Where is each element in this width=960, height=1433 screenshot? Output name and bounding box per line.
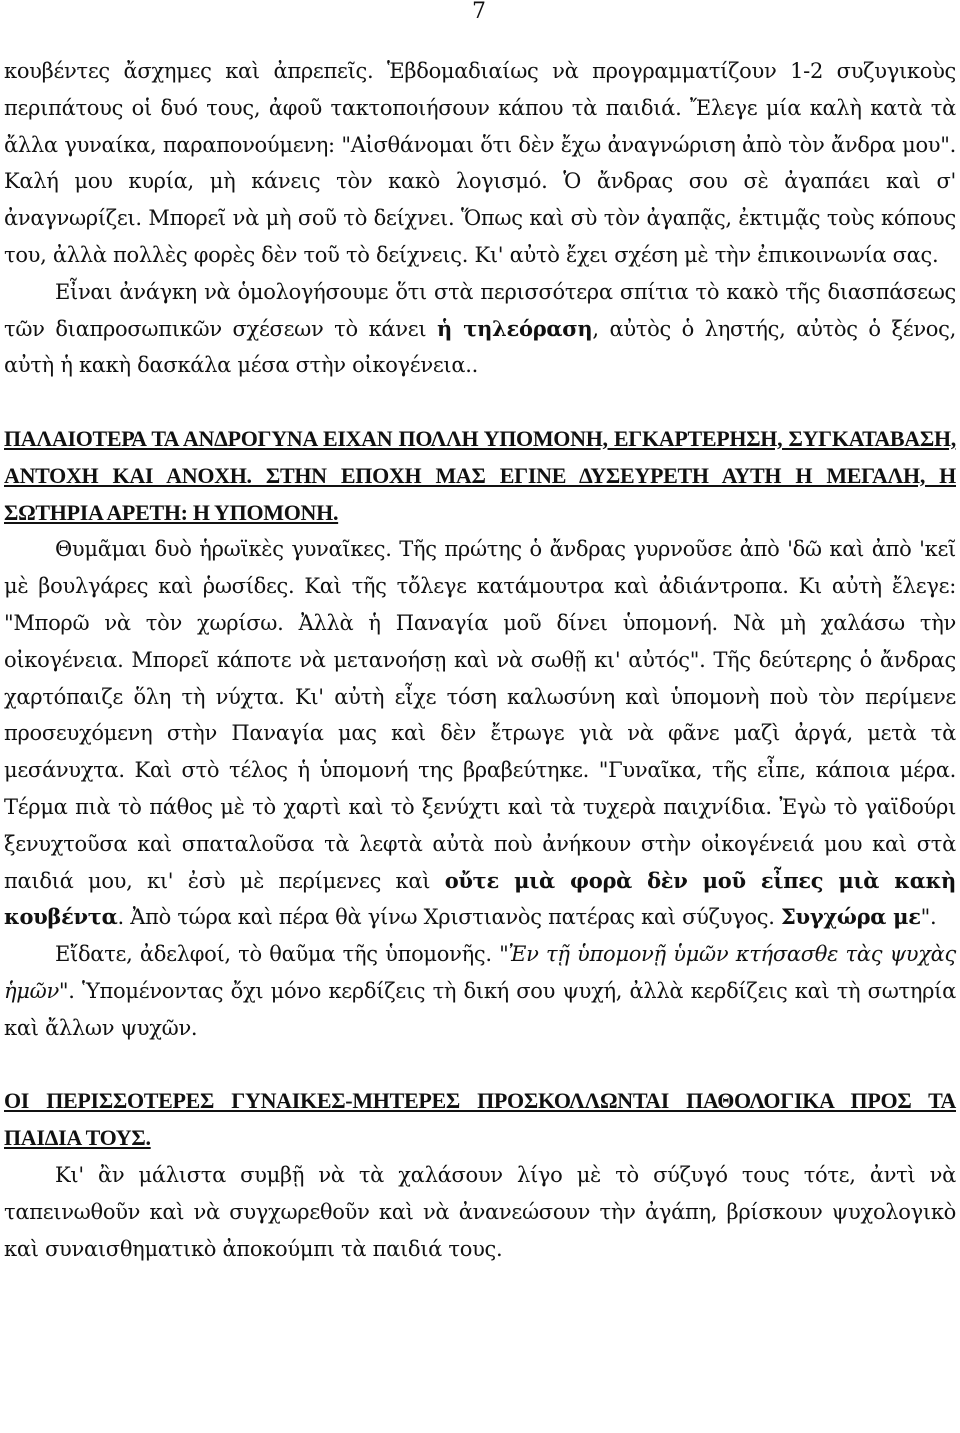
bold-phrase-forgive-me: Συγχώρα με: [781, 904, 921, 930]
paragraph-text: . Ἀπὸ τώρα καὶ πέρα θὰ γίνω Χριστιανὸς πατέρας καὶ σύζυγος.: [117, 905, 781, 930]
paragraph-communication: κουβέντες ἄσχημες καὶ ἀπρεπεῖς. Ἑβδομαδιαίως νὰ προγραμματίζουν 1-2 συζυγικοὺς περιπάτους οἱ δυό τους, ἀφοῦ τακτοποιήσουν κάπου τὰ παιδιά. Ἔλεγε μία καλὴ κατὰ τὰ ἄλλα γυναίκα, παραπονούμενη: "Αἰσθάνομαι ὅτι δὲν ἔχω ἀναγνώριση ἀπὸ τὸν ἄνδρα μου". Καλή μου κυρία, μὴ κάνεις τὸν κακὸ λογισμό. Ὁ ἄνδρας σου σὲ ἀγαπάει καὶ σ' ἀναγνωρίζει. Μπορεῖ νὰ μὴ σοῦ τὸ δείχνει. Ὅπως καὶ σὺ τὸν ἀγαπᾷς, ἐκτιμᾷς τοὺς κόπους του, ἀλλὰ πολλὲς φορὲς δὲν τοῦ τὸ δείχνεις. Κι' αὐτὸ ἔχει σχέση μὲ τὴν ἐπικοινωνία σας.: [4, 59, 956, 267]
paragraph-spacer: [4, 384, 956, 421]
paragraph-text: Εἴδατε, ἀδελφοί, τὸ θαῦμα τῆς ὑπομονῆς. ": [55, 942, 509, 967]
page-number: 7: [472, 0, 486, 24]
paragraph-attachment: Κι' ἂν μάλιστα συμβῇ νὰ τὰ χαλάσουν λίγο μὲ τὸ σύζυγό τους τότε, ἀντὶ νὰ ταπεινωθοῦν καὶ νὰ συγχωρεθοῦν καὶ νὰ ἀνανεώσουν τὴν ἀγάπη, βρίσκουν ψυχολογικὸ καὶ συναισθηματικὸ ἀποκούμπι τὰ παιδιά τους.: [4, 1162, 956, 1261]
paragraph-text: Εἶναι ἀνάγκη νὰ ὁμολογήσουμε ὅτι στὰ περισσότερα σπίτια τὸ κακὸ τῆς διασπάσεως τῶν διαπροσωπικῶν σχέσεων τὸ κάνει: [4, 279, 956, 341]
paragraph-text: , αὐτὸς ὁ ληστής, αὐτὸς ὁ ξένος, αὐτὴ ἡ κακὴ δασκάλα μέσα στὴν οἰκογένεια..: [4, 316, 956, 378]
paragraph-television: [4, 274, 956, 384]
bold-phrase-television: ἡ τηλεόραση: [436, 315, 593, 341]
paragraph-text: ". Ὑπομένοντας ὄχι μόνο κερδίζεις τὴ δική σου ψυχή, ἀλλὰ κερδίζεις καὶ τὴ σωτηρία καὶ ἄλλων ψυχῶν.: [4, 978, 956, 1040]
paragraph-text: ".: [920, 905, 937, 930]
document-body: [4, 53, 956, 1267]
section-heading-mothers: ΟΙ ΠΕΡΙΣΣΟΤΕΡΕΣ ΓΥΝΑΙΚΕΣ-ΜΗΤΕΡΕΣ ΠΡΟΣΚΟΛΛΩΝΤΑΙ ΠΑΘΟΛΟΓΙΚΑ ΠΡΟΣ ΤΑ ΠΑΙΔΙΑ ΤΟΥΣ.: [4, 1088, 956, 1151]
paragraph-miracle-of-patience: [4, 936, 956, 1046]
bold-phrase-never-bad-word: οὔτε μιὰ φορὰ δὲν μοῦ εἶπες μιὰ κακὴ κουβέντα: [4, 867, 956, 930]
paragraph-spacer: [4, 1047, 956, 1084]
italic-scripture-quote: Ἐν τῇ ὑπομονῇ ὑμῶν κτήσασθε τὰς ψυχὰς ἡμῶν: [4, 942, 957, 1003]
section-heading-patience: ΠΑΛΑΙΟΤΕΡΑ ΤΑ ΑΝΔΡΟΓΥΝΑ ΕΙΧΑΝ ΠΟΛΛΗ ΥΠΟΜΟΝΗ, ΕΓΚΑΡΤΕΡΗΣΗ, ΣΥΓΚΑΤΑΒΑΣΗ, ΑΝΤΟΧΗ ΚΑΙ ΑΝΟΧΗ. ΣΤΗΝ ΕΠΟΧΗ ΜΑΣ ΕΓΙΝΕ ΔΥΣΕΥΡΕΤΗ ΑΥΤΗ Η ΜΕΓΑΛΗ, Η ΣΩΤΗΡΙΑ ΑΡΕΤΗ: Η ΥΠΟΜΟΝΗ.: [4, 425, 956, 525]
paragraph-text: Θυμᾶμαι δυὸ ἡρωϊκὲς γυναῖκες. Τῆς πρώτης ὁ ἄνδρας γυρνοῦσε ἀπὸ 'δῶ καὶ ἀπὸ 'κεῖ μὲ βουλγάρες καὶ ῥωσίδες. Καὶ τῆς τὄλεγε κατάμουτρα καὶ ἀδιάντροπα. Κι αὐτὴ ἔλεγε: "Μπορῶ νὰ τὸν χωρίσω. Ἀλλὰ ἡ Παναγία μοῦ δίνει ὑπομονή. Νὰ μὴ χαλάσω τὴν οἰκογένεια. Μπορεῖ κάποτε νὰ μετανοήσῃ καὶ νὰ σωθῇ κι' αὐτός". Τῆς δεύτερης ὁ ἄνδρας χαρτόπαιζε ὅλη τὴ νύχτα. Κι' αὐτὴ εἶχε τόση καλωσύνη καὶ ὑπομονὴ ποὺ τὸν περίμενε προσευχόμενη στὴν Παναγία μας καὶ δὲν ἔτρωγε γιὰ νὰ φᾶνε μαζὶ ἀργά, μετὰ τὰ μεσάνυχτα. Καὶ στὸ τέλος ἡ ὑπομονή της βραβεύτηκε. "Γυναῖκα, τῆς εἶπε, κάποια μέρα. Τέρμα πιὰ τὸ πάθος μὲ τὸ χαρτὶ καὶ τὸ ξενύχτι καὶ τὰ τυχερὰ παιχνίδια. Ἐγὼ τὸ γαϊδούρι ξενυχτοῦσα καὶ σπαταλοῦσα τὰ λεφτὰ αὐτὰ ποὺ ἀνήκουν στὴν οἰκογένειά μου καὶ στὰ παιδιά μου, κι' ἐσὺ μὲ περίμενες καὶ: [4, 537, 956, 893]
paragraph-two-women: [4, 531, 956, 936]
